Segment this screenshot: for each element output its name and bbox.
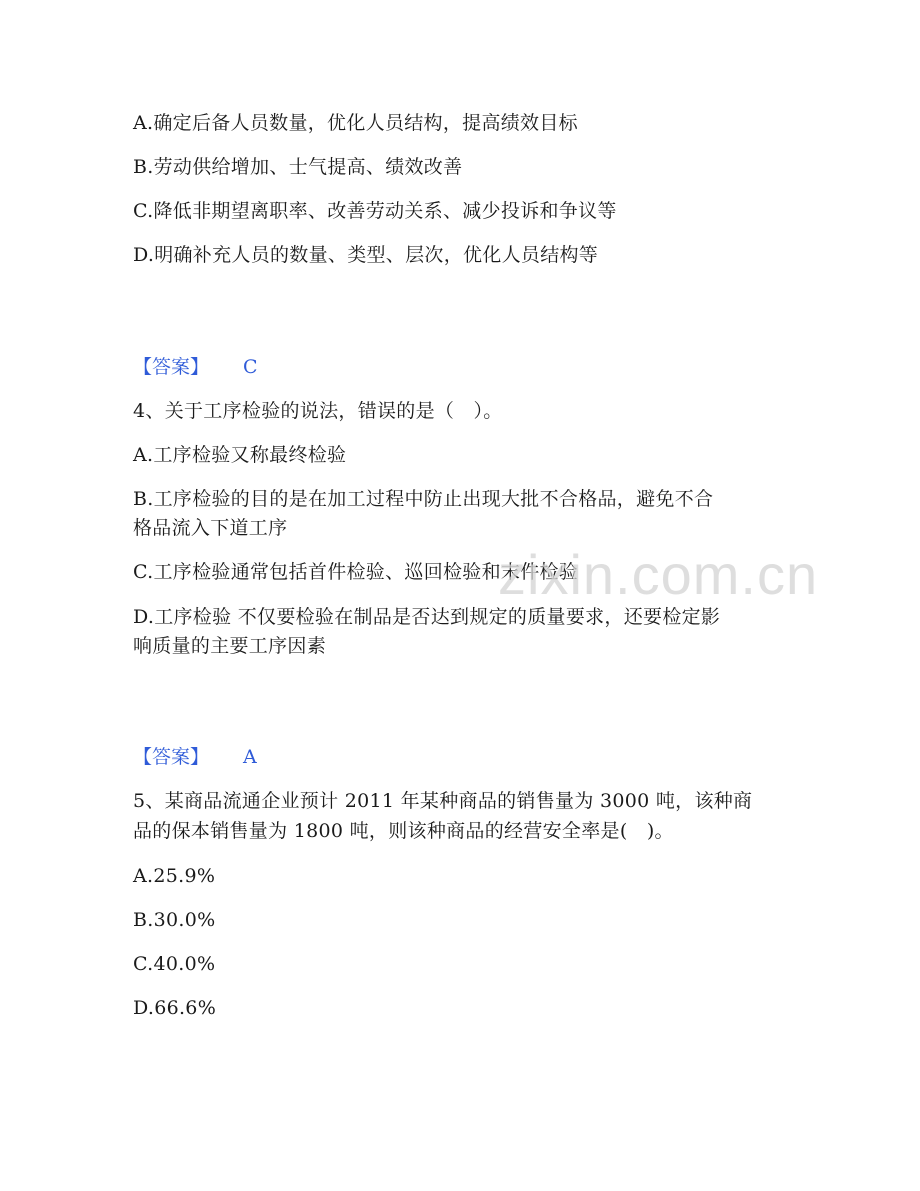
- q5-option-b: B.30.0%: [133, 909, 216, 931]
- q4-option-b-line1: B.工序检验的目的是在加工过程中防止出现大批不合格品，避免不合: [133, 488, 714, 510]
- q3-option-a: A.确定后备人员数量，优化人员结构，提高绩效目标: [133, 112, 578, 134]
- q4-option-d-line2: 响质量的主要工序因素: [133, 635, 327, 657]
- q4-option-c: C.工序检验通常包括首件检验、巡回检验和末件检验: [133, 561, 579, 583]
- q5-question-line1: 5、某商品流通企业预计 2011 年某种商品的销售量为 3000 吨，该种商: [133, 790, 753, 812]
- q5-option-a: A.25.9%: [133, 865, 216, 887]
- q4-option-d-line1: D.工序检验 不仅要检验在制品是否达到规定的质量要求，还要检定影: [133, 606, 721, 628]
- q4-question: 4、关于工序检验的说法，错误的是（ ）。: [133, 400, 503, 422]
- q4-answer-label: 【答案】: [133, 746, 210, 768]
- q4-answer: [133, 743, 257, 771]
- q3-option-b: B.劳动供给增加、士气提高、绩效改善: [133, 156, 463, 178]
- q4-answer-value: A: [243, 746, 257, 768]
- q5-option-c: C.40.0%: [133, 953, 216, 975]
- q5-question-line2: 品的保本销售量为 1800 吨，则该种商品的经营安全率是( )。: [133, 820, 674, 842]
- q3-answer-label: 【答案】: [133, 356, 210, 378]
- q3-answer-value: C: [243, 356, 258, 378]
- q5-option-d: D.66.6%: [133, 997, 217, 1019]
- q3-option-d: D.明确补充人员的数量、类型、层次，优化人员结构等: [133, 244, 599, 266]
- q3-option-c: C.降低非期望离职率、改善劳动关系、减少投诉和争议等: [133, 200, 617, 222]
- watermark: zixin.com.cn: [498, 543, 819, 606]
- q3-answer: [133, 353, 258, 381]
- q4-option-a: A.工序检验又称最终检验: [133, 444, 347, 466]
- q4-option-b-line2: 格品流入下道工序: [133, 517, 288, 539]
